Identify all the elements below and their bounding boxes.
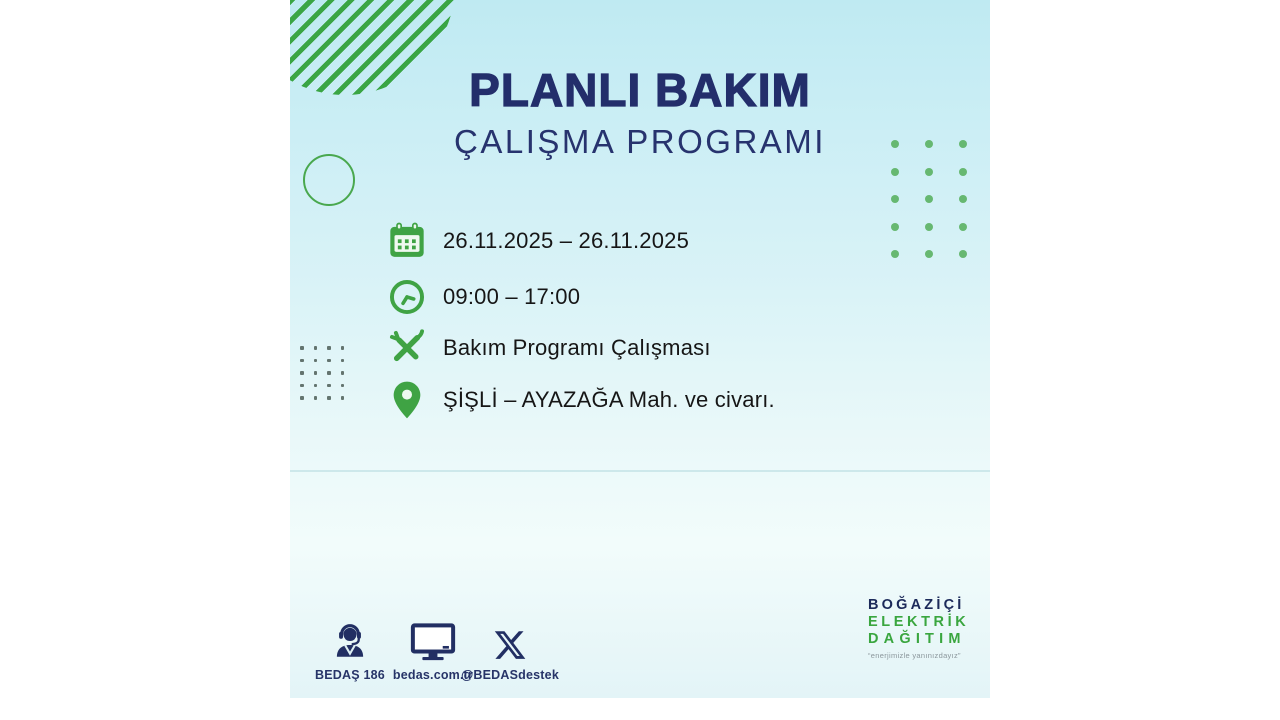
tools-icon	[387, 326, 427, 370]
time-range-text: 09:00 – 17:00	[443, 284, 581, 309]
header	[290, 64, 990, 162]
contact-x-account[interactable]	[458, 616, 562, 682]
logo-line-dagitim: DAĞITIM	[868, 631, 966, 647]
location-text: ŞİŞLİ – AYAZAĞA Mah. ve civarı.	[443, 387, 775, 412]
time-range-row	[387, 275, 580, 319]
company-logo	[868, 597, 980, 660]
dark-dots-grid-decoration	[300, 346, 354, 409]
page-title: PLANLI BAKIM	[469, 64, 811, 116]
contact-phone	[308, 616, 392, 682]
poster-card	[290, 0, 990, 698]
x-twitter-icon	[458, 616, 562, 662]
contact-phone-label: BEDAŞ 186	[315, 668, 385, 682]
contact-website-label: bedas.com.tr	[392, 668, 474, 682]
date-range-row	[387, 219, 689, 263]
location-row	[387, 378, 775, 422]
clock-icon	[387, 275, 427, 319]
section-divider	[290, 470, 990, 472]
work-type-text: Bakım Programı Çalışması	[443, 335, 711, 360]
support-agent-icon	[308, 616, 392, 662]
work-type-row	[387, 326, 711, 370]
date-range-text: 26.11.2025 – 26.11.2025	[443, 228, 690, 253]
logo-line-bogazici: BOĞAZİÇİ	[868, 597, 965, 613]
logo-tagline: “enerjimizle yanınızdayız”	[868, 651, 961, 660]
calendar-icon	[387, 219, 427, 263]
logo-line-elektrik: ELEKTRİK	[868, 614, 970, 630]
location-pin-icon	[387, 378, 427, 422]
contact-x-label: @BEDASdestek	[461, 668, 559, 682]
page-subtitle: ÇALIŞMA PROGRAMI	[454, 123, 826, 160]
